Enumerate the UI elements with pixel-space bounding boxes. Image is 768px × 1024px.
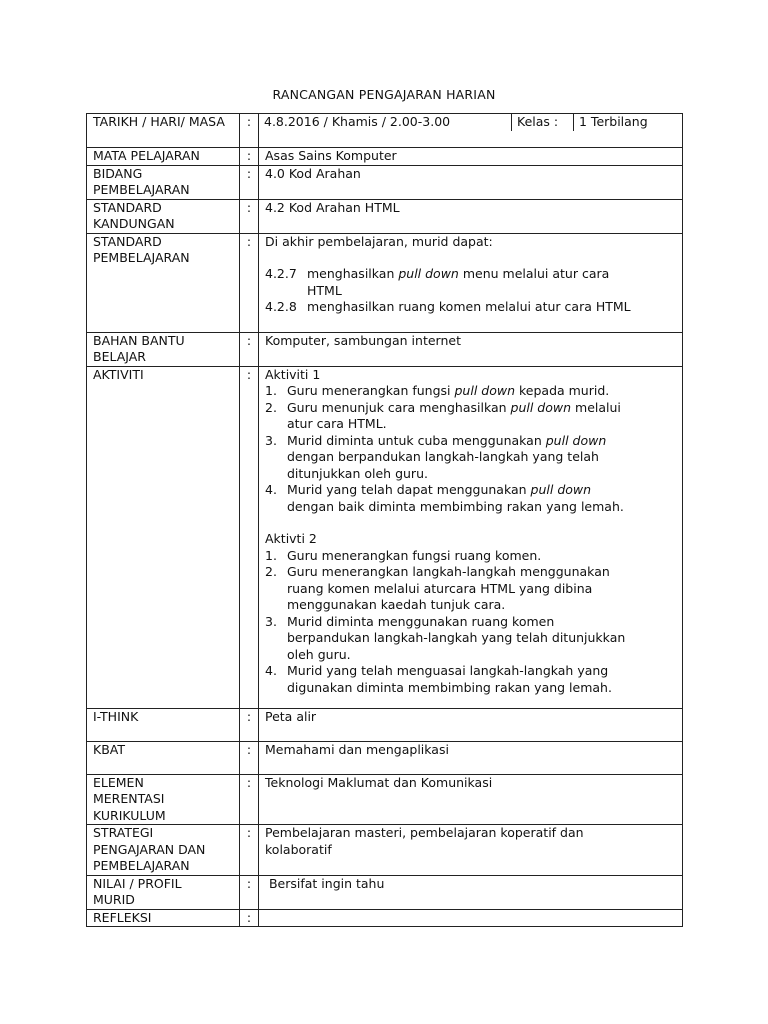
list-item: 3. Murid diminta menggunakan ruang komen berpandukan langkah-langkah yang telah ditunjukkan oleh guru. (265, 613, 626, 662)
colon: : (240, 909, 259, 927)
value-line: Pembelajaran masteri, pembelajaran koperatif dan (265, 825, 584, 840)
label-strategi (87, 825, 240, 876)
value-standard-kandungan: 4.2 Kod Arahan HTML (259, 199, 683, 233)
kelas-label: Kelas : (512, 114, 574, 131)
colon: : (240, 708, 259, 741)
list-item: 3. Murid diminta untuk cuba menggunakan pull down dengan berpandukan langkah-langkah yang telah ditunjukkan oleh guru. (265, 432, 607, 481)
label-mata-pelajaran: MATA PELAJARAN (87, 148, 240, 166)
row-refleksi (87, 909, 683, 927)
label-line: BIDANG (93, 165, 143, 181)
label-nilai (87, 875, 240, 909)
row-strategi (87, 825, 683, 876)
colon: : (240, 741, 259, 774)
sp-intro: Di akhir pembelajaran, murid dapat: (265, 233, 493, 249)
label-line: ELEMEN (93, 774, 144, 790)
objective-number: 4.2.8 (265, 299, 297, 314)
row-bidang (87, 165, 683, 199)
label-line: PEMBELAJARAN (93, 858, 190, 873)
value-i-think: Peta alir (259, 708, 683, 741)
row-aktiviti (87, 366, 683, 708)
objective-2 (265, 299, 676, 316)
label-refleksi: REFLEKSI (87, 909, 240, 927)
value-tarikh (259, 114, 683, 148)
colon: : (240, 366, 259, 708)
colon: : (240, 774, 259, 825)
label-line: NILAI / PROFIL (93, 875, 182, 891)
value-nilai: Bersifat ingin tahu (259, 875, 683, 909)
label-line: PEMBELAJARAN (93, 182, 190, 197)
value-bidang: 4.0 Kod Arahan (259, 165, 683, 199)
row-nilai (87, 875, 683, 909)
label-aktiviti: AKTIVITI (87, 366, 240, 708)
document-title: RANCANGAN PENGAJARAN HARIAN (272, 87, 496, 102)
value-aktiviti (259, 366, 683, 708)
list-item: 1. Guru menerangkan fungsi pull down kepada murid. (265, 383, 610, 398)
row-kbat (87, 741, 683, 774)
label-line: MURID (93, 892, 135, 907)
row-bahan-bantu (87, 332, 683, 366)
row-i-think (87, 708, 683, 741)
colon: : (240, 332, 259, 366)
value-elemen: Teknologi Maklumat dan Komunikasi (259, 774, 683, 825)
row-elemen (87, 774, 683, 825)
activity-2-title: Aktivti 2 (265, 531, 317, 546)
colon: : (240, 233, 259, 332)
colon: : (240, 165, 259, 199)
value-standard-pembelajaran (259, 233, 683, 332)
label-i-think: I-THINK (87, 708, 240, 741)
row-standard-pembelajaran (87, 233, 683, 332)
list-item: 4. Murid yang telah menguasai langkah-langkah yang digunakan diminta membimbing rakan yang lemah. (265, 663, 612, 695)
row-standard-kandungan (87, 199, 683, 233)
activity-1-list (265, 383, 676, 515)
label-line: BAHAN BANTU (93, 332, 185, 348)
lesson-plan-table (86, 113, 683, 927)
label-line: STANDARD (93, 199, 162, 215)
objective-1 (265, 266, 676, 283)
objective-number: 4.2.7 (265, 266, 297, 281)
label-line: KANDUNGAN (93, 216, 175, 231)
activity-2-list (265, 548, 676, 697)
label-line: STANDARD (93, 233, 162, 249)
value-bahan-bantu: Komputer, sambungan internet (259, 332, 683, 366)
label-line: BELAJAR (93, 349, 146, 364)
row-mata-pelajaran (87, 148, 683, 166)
label-line: STRATEGI (93, 825, 154, 840)
label-tarikh: TARIKH / HARI/ MASA (87, 114, 240, 148)
value-kbat: Memahami dan mengaplikasi (259, 741, 683, 774)
objective-text: menghasilkan ruang komen melalui atur cara HTML (307, 299, 631, 314)
list-item: 2. Guru menerangkan langkah-langkah menggunakan ruang komen melalui aturcara HTML yang dibina menggunakan kaedah tunjuk cara. (265, 564, 610, 612)
label-kbat: KBAT (87, 741, 240, 774)
objective-text: menghasilkan pull down menu melalui atur cara (307, 266, 610, 281)
objective-1-cont: HTML (307, 282, 342, 298)
label-standard-pembelajaran (87, 233, 240, 332)
date-value: 4.8.2016 / Khamis / 2.00-3.00 (259, 114, 512, 131)
colon: : (240, 114, 259, 148)
label-elemen (87, 774, 240, 825)
label-line: KURIKULUM (93, 807, 166, 823)
label-standard-kandungan (87, 199, 240, 233)
label-bahan-bantu (87, 332, 240, 366)
value-refleksi (259, 909, 683, 927)
list-item: 2. Guru menunjuk cara menghasilkan pull down melalui atur cara HTML. (265, 399, 621, 431)
label-line: PENGAJARAN DAN (93, 841, 206, 857)
colon: : (240, 875, 259, 909)
colon: : (240, 199, 259, 233)
label-line: PEMBELAJARAN (93, 250, 190, 265)
kelas-value: 1 Terbilang (579, 114, 648, 129)
colon: : (240, 148, 259, 166)
value-strategi (259, 825, 683, 876)
list-item: 1. Guru menerangkan fungsi ruang komen. (265, 547, 542, 563)
label-line: MERENTASI (93, 791, 165, 806)
colon: : (240, 825, 259, 876)
row-tarikh (87, 114, 683, 148)
label-bidang (87, 165, 240, 199)
value-line: kolaboratif (265, 841, 332, 857)
value-mata-pelajaran: Asas Sains Komputer (259, 148, 683, 166)
list-item: 4. Murid yang telah dapat menggunakan pull down dengan baik diminta membimbing rakan yang lemah. (265, 482, 624, 514)
activity-1-title: Aktiviti 1 (265, 366, 321, 382)
